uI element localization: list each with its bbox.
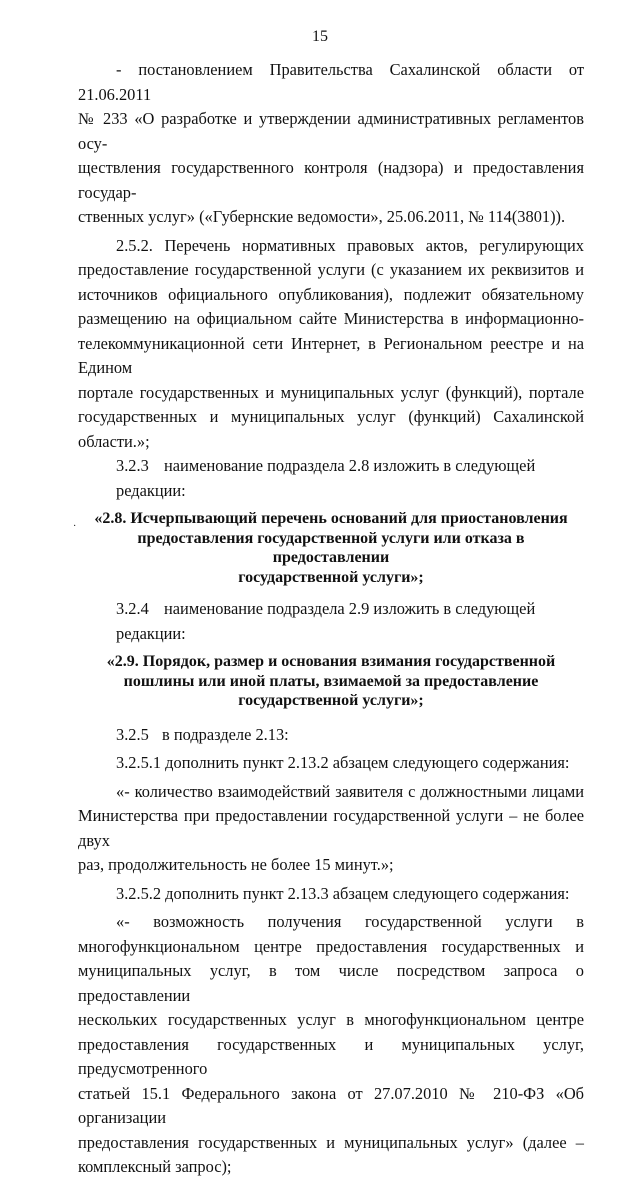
p2-line-2: предоставление государственной услуги (с указанием их реквизитов и: [78, 260, 584, 279]
document-body: [78, 58, 584, 1180]
p4-line-6: статьей 15.1 Федерального закона от 27.07.2010 № 210-ФЗ «Об организации: [78, 1083, 584, 1127]
p2-line-4: размещению на официальном сайте Министерства в информационно-: [78, 309, 584, 328]
heading-2-8-line-3: государственной услуги»;: [238, 568, 424, 586]
item-3-2-5-1: 3.2.5.1 дополнить пункт 2.13.2 абзацем следующего содержания:: [116, 753, 570, 772]
item-text: наименование подраздела 2.8 изложить в следующей редакции:: [116, 456, 536, 500]
heading-2-9-line-3: государственной услуги»;: [238, 692, 424, 709]
p3-line-1: «- количество взаимодействий заявителя с должностными лицами: [116, 781, 584, 801]
p3-line-3: раз, продолжительность не более 15 минут.»;: [78, 855, 394, 874]
p2-line-6: портале государственных и муниципальных услуг (функций), портале: [78, 382, 584, 402]
item-3-2-4: [78, 597, 584, 646]
heading-2-8-line-2: предоставления государственной услуги или отказа в предоставлении: [137, 529, 525, 566]
p4-line-5: предоставления государственных и муниципальных услуг, предусмотренного: [78, 1034, 584, 1078]
page-number: 15: [312, 28, 328, 45]
p3-line-2: Министерства при предоставлении государственной услуги – не более двух: [78, 806, 584, 850]
p2-line-5: телекоммуникационной сети Интернет, в Региональном реестре и на Едином: [78, 333, 584, 377]
p1-line-3: ществления государственного контроля (надзора) и предоставления государ-: [78, 158, 584, 202]
p4-line-2: многофункциональном центре предоставления государственных и: [78, 936, 584, 956]
p4-line-1: «- возможность получения государственной услуги в: [116, 912, 584, 931]
p2-line-3: источников официального опубликования), подлежит обязательному: [78, 284, 584, 304]
p4-line-8: комплексный запрос);: [78, 1157, 232, 1176]
item-text: наименование подраздела 2.9 изложить в следующей редакции:: [116, 599, 536, 643]
item-3-2-5: [78, 723, 584, 748]
p2-line-7: государственных и муниципальных услуг (функций) Сахалинской области.»;: [78, 407, 584, 451]
item-3-2-3: [78, 454, 584, 503]
heading-2-9-line-1: «2.9. Порядок, размер и основания взимания государственной: [106, 653, 556, 670]
item-number: 3.2.3: [116, 456, 149, 475]
p2-line-1: 2.5.2. Перечень нормативных правовых актов, регулирующих: [116, 235, 584, 255]
heading-2-9-line-2: пошлины или иной платы, взимаемой за предоставление: [123, 672, 539, 690]
p1-line-1: - постановлением Правительства Сахалинской области от 21.06.2011: [78, 60, 584, 104]
p1-line-4: ственных услуг» («Губернские ведомости», 25.06.2011, № 114(3801)).: [78, 207, 566, 226]
item-3-2-5-2: 3.2.5.2 дополнить пункт 2.13.3 абзацем следующего содержания:: [116, 883, 570, 903]
item-text: в подразделе 2.13:: [162, 724, 289, 744]
heading-2-8-line-1: «2.8. Исчерпывающий перечень оснований для приостановления: [94, 510, 568, 527]
item-number: 3.2.4: [116, 599, 149, 618]
item-number: 3.2.5: [116, 724, 149, 744]
scan-speck: ·: [73, 521, 77, 532]
p4-line-4: нескольких государственных услуг в многофункциональном центре: [78, 1010, 584, 1029]
heading-2-8: [78, 509, 584, 587]
p4-line-3: муниципальных услуг, в том числе посредством запроса о предоставлении: [78, 961, 584, 1005]
heading-2-9: [78, 652, 584, 711]
p4-line-7: предоставления государственных и муниципальных услуг» (далее –: [78, 1132, 584, 1152]
p1-line-2: № 233 «О разработке и утверждении административных регламентов осу-: [78, 109, 584, 153]
